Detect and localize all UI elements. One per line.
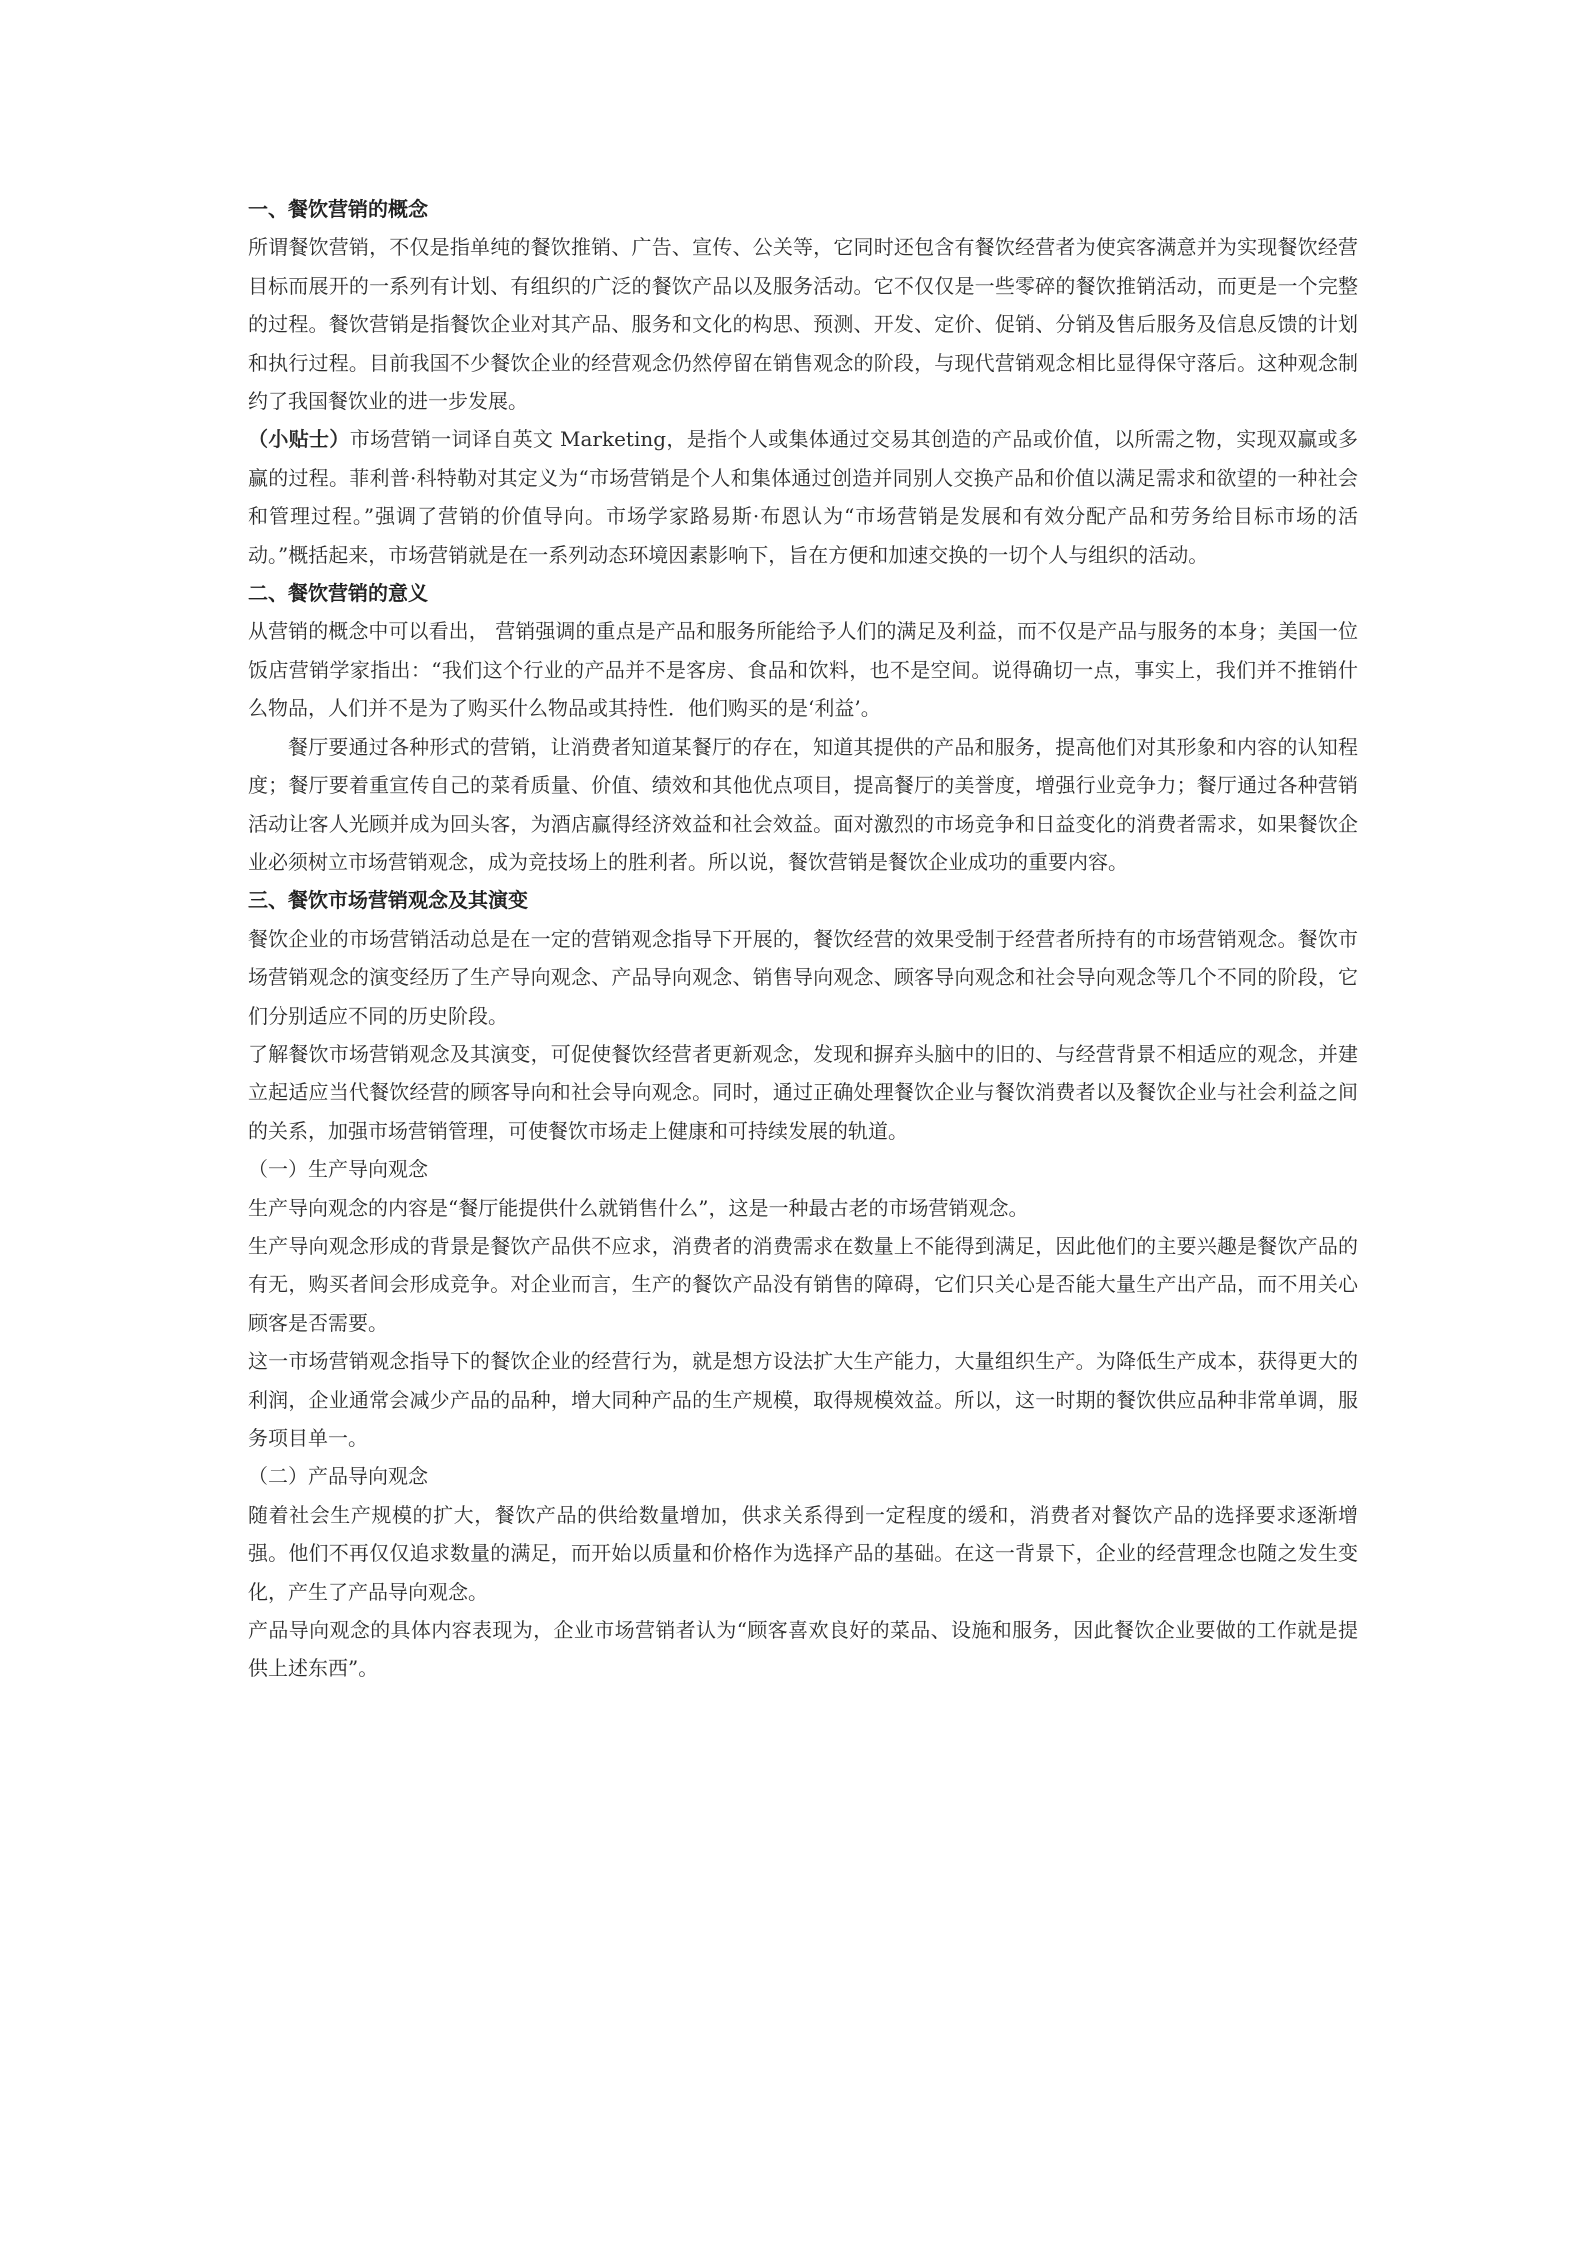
paragraph-product-2: 产品导向观念的具体内容表现为，企业市场营销者认为“顾客喜欢良好的菜品、设施和服务，因此餐饮企业要做的工作就是提供上述东西”。 [248,1618,1358,1681]
subsection-heading-production: （一）生产导向观念 [248,1157,428,1182]
paragraph-production-2: 生产导向观念形成的背景是餐饮产品供不应求，消费者的消费需求在数量上不能得到满足，因此他们的主要兴趣是餐饮产品的有无，购买者间会形成竞争。对企业而言，生产的餐饮产品没有销售的障碍，它们只关心是否能大量生产出产品，而不用关心顾客是否需要。 [248,1233,1358,1335]
paragraph-evolution-1: 餐饮企业的市场营销活动总是在一定的营销观念指导下开展的，餐饮经营的效果受制于经营者所持有的市场营销观念。餐饮市场营销观念的演变经历了生产导向观念、产品导向观念、销售导向观念、顾客导向观念和社会导向观念等几个不同的阶段，它们分别适应不同的历史阶段。 [248,926,1358,1028]
section-heading-evolution: 三、餐饮市场营销观念及其演变 [248,888,528,913]
paragraph-significance-2: 餐厅要通过各种形式的营销，让消费者知道某餐厅的存在，知道其提供的产品和服务，提高他们对其形象和内容的认知程度；餐厅要着重宣传自己的菜肴质量、价值、绩效和其他优点项目，提高餐厅的美誉度，增强行业竞争力；餐厅通过各种营销活动让客人光顾并成为回头客，为酒店赢得经济效益和社会效益。面对激烈的市场竞争和日益变化的消费者需求，如果餐饮企业必须树立市场营销观念，成为竞技场上的胜利者。所以说，餐饮营销是餐饮企业成功的重要内容。 [248,734,1358,874]
paragraph-production-3: 这一市场营销观念指导下的餐饮企业的经营行为，就是想方设法扩大生产能力，大量组织生产。为降低生产成本，获得更大的利润，企业通常会减少产品的品种，增大同种产品的生产规模，取得规模效益。所以，这一时期的餐饮供应品种非常单调，服务项目单一。 [248,1349,1358,1450]
subsection-heading-product: （二）产品导向观念 [248,1464,428,1489]
paragraph-evolution-2: 了解餐饮市场营销观念及其演变，可促使餐饮经营者更新观念，发现和摒弃头脑中的旧的、与经营背景不相适应的观念，并建立起适应当代餐饮经营的顾客导向和社会导向观念。同时，通过正确处理餐饮企业与餐饮消费者以及餐饮企业与社会利益之间的关系，加强市场营销管理，可使餐饮市场走上健康和可持续发展的轨道。 [248,1041,1358,1143]
tip-text: 市场营销一词译自英文 Marketing，是指个人或集体通过交易其创造的产品或价值，以所需之物，实现双赢或多赢的过程。菲利普·科特勒对其定义为“市场营销是个人和集体通过创造并同别人交换产品和价值以满足需求和欲望的一种社会和管理过程。”强调了营销的价值导向。市场学家路易斯·布恩认为“市场营销是发展和有效分配产品和劳务给目标市场的活动。”概括起来，市场营销就是在一系列动态环境因素影响下，旨在方便和加速交换的一切个人与组织的活动。 [248,427,1358,567]
paragraph-production-1: 生产导向观念的内容是“餐厅能提供什么就销售什么”，这是一种最古老的市场营销观念。 [248,1195,1029,1220]
paragraph-concept-definition: 所谓餐饮营销，不仅是指单纯的餐饮推销、广告、宣传、公关等，它同时还包含有餐饮经营者为使宾客满意并为实现餐饮经营目标而展开的一系列有计划、有组织的广泛的餐饮产品以及服务活动。它不仅仅是一些零碎的餐饮推销活动，而更是一个完整的过程。餐饮营销是指餐饮企业对其产品、服务和文化的构思、预测、开发、定价、促销、分销及售后服务及信息反馈的计划和执行过程。目前我国不少餐饮企业的经营观念仍然停留在销售观念的阶段，与现代营销观念相比显得保守落后。这种观念制约了我国餐饮业的进一步发展。 [248,235,1358,414]
document-page [248,190,1358,1688]
section-heading-significance: 二、餐饮营销的意义 [248,581,428,606]
tip-paragraph [248,420,1358,574]
section-heading-concept: 一、餐饮营销的概念 [248,197,428,221]
paragraph-product-1: 随着社会生产规模的扩大，餐饮产品的供给数量增加，供求关系得到一定程度的缓和，消费者对餐饮产品的选择要求逐渐增强。他们不再仅仅追求数量的满足，而开始以质量和价格作为选择产品的基础。在这一背景下，企业的经营理念也随之发生变化，产生了产品导向观念。 [248,1502,1358,1604]
paragraph-significance-1: 从营销的概念中可以看出， 营销强调的重点是产品和服务所能给予人们的满足及利益，而不仅是产品与服务的本身；美国一位饭店营销学家指出：“我们这个行业的产品并不是客房、食品和饮料，也不是空间。说得确切一点，事实上，我们并不推销什么物品，人们并不是为了购买什么物品或其持性．他们购买的是‘利益’。 [248,619,1358,721]
tip-label: （小贴士） [248,427,350,452]
